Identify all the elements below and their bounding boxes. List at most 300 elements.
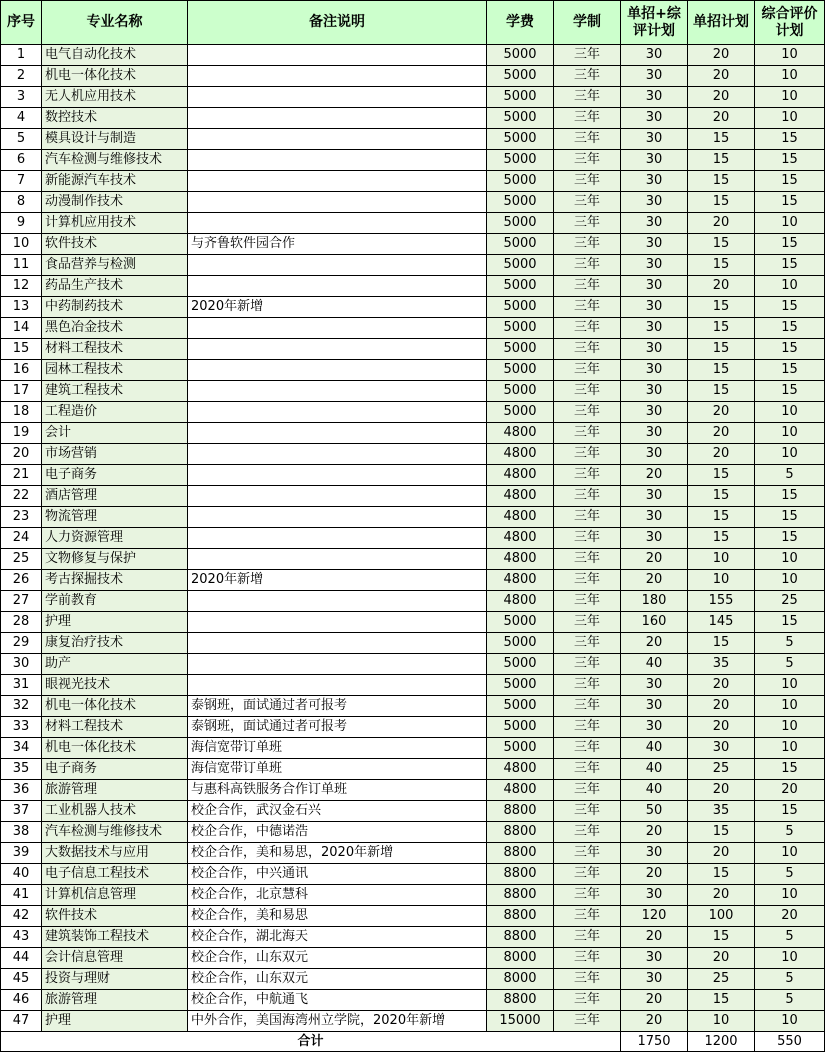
table-row — [1, 339, 825, 360]
cell-single-plan: 20 — [688, 885, 755, 906]
cell-comp-plan: 10 — [755, 549, 825, 570]
cell-years: 三年 — [554, 423, 621, 444]
cell-note — [188, 444, 487, 465]
cell-fee: 5000 — [487, 654, 554, 675]
cell-total-plan: 20 — [621, 990, 688, 1011]
cell-years: 三年 — [554, 759, 621, 780]
cell-total-plan: 30 — [621, 381, 688, 402]
cell-years: 三年 — [554, 738, 621, 759]
cell-total-plan: 160 — [621, 612, 688, 633]
cell-single-plan: 10 — [688, 1011, 755, 1032]
cell-no: 41 — [1, 885, 42, 906]
table-row — [1, 108, 825, 129]
cell-major: 机电一体化技术 — [42, 66, 188, 87]
cell-fee: 8800 — [487, 906, 554, 927]
cell-no: 35 — [1, 759, 42, 780]
cell-major: 酒店管理 — [42, 486, 188, 507]
table-row — [1, 948, 825, 969]
cell-no: 25 — [1, 549, 42, 570]
cell-total-plan: 20 — [621, 570, 688, 591]
cell-years: 三年 — [554, 381, 621, 402]
cell-no: 16 — [1, 360, 42, 381]
cell-total-plan: 30 — [621, 87, 688, 108]
cell-single-plan: 15 — [688, 360, 755, 381]
cell-years: 三年 — [554, 45, 621, 66]
cell-fee: 5000 — [487, 297, 554, 318]
cell-single-plan: 15 — [688, 822, 755, 843]
cell-major: 康复治疗技术 — [42, 633, 188, 654]
cell-comp-plan: 10 — [755, 696, 825, 717]
cell-single-plan: 15 — [688, 234, 755, 255]
cell-major: 旅游管理 — [42, 990, 188, 1011]
cell-total-plan: 30 — [621, 276, 688, 297]
table-row — [1, 633, 825, 654]
cell-single-plan: 20 — [688, 948, 755, 969]
cell-note: 与齐鲁软件园合作 — [188, 234, 487, 255]
cell-fee: 5000 — [487, 360, 554, 381]
totals-comp-plan: 550 — [755, 1032, 825, 1052]
table-row — [1, 549, 825, 570]
cell-no: 13 — [1, 297, 42, 318]
cell-comp-plan: 10 — [755, 276, 825, 297]
cell-note: 2020年新增 — [188, 297, 487, 318]
cell-comp-plan: 25 — [755, 591, 825, 612]
table-row — [1, 486, 825, 507]
cell-note: 校企合作，美和易思，2020年新增 — [188, 843, 487, 864]
table-row — [1, 423, 825, 444]
cell-single-plan: 20 — [688, 276, 755, 297]
cell-fee: 4800 — [487, 423, 554, 444]
table-row — [1, 780, 825, 801]
cell-years: 三年 — [554, 150, 621, 171]
cell-comp-plan: 15 — [755, 297, 825, 318]
cell-years: 三年 — [554, 969, 621, 990]
table-row — [1, 822, 825, 843]
cell-single-plan: 15 — [688, 864, 755, 885]
cell-no: 20 — [1, 444, 42, 465]
cell-total-plan: 120 — [621, 906, 688, 927]
cell-note — [188, 507, 487, 528]
table-row — [1, 969, 825, 990]
cell-years: 三年 — [554, 927, 621, 948]
cell-comp-plan: 20 — [755, 780, 825, 801]
cell-no: 2 — [1, 66, 42, 87]
cell-years: 三年 — [554, 843, 621, 864]
cell-major: 助产 — [42, 654, 188, 675]
cell-total-plan: 20 — [621, 927, 688, 948]
cell-comp-plan: 10 — [755, 444, 825, 465]
cell-total-plan: 30 — [621, 528, 688, 549]
cell-single-plan: 35 — [688, 654, 755, 675]
cell-fee: 5000 — [487, 612, 554, 633]
cell-major: 护理 — [42, 612, 188, 633]
cell-note — [188, 276, 487, 297]
cell-comp-plan: 15 — [755, 234, 825, 255]
cell-single-plan: 10 — [688, 570, 755, 591]
cell-years: 三年 — [554, 717, 621, 738]
cell-note — [188, 192, 487, 213]
cell-fee: 15000 — [487, 1011, 554, 1032]
cell-single-plan: 15 — [688, 990, 755, 1011]
cell-total-plan: 30 — [621, 213, 688, 234]
totals-total-plan: 1750 — [621, 1032, 688, 1052]
cell-major: 旅游管理 — [42, 780, 188, 801]
cell-comp-plan: 10 — [755, 108, 825, 129]
cell-single-plan: 20 — [688, 843, 755, 864]
cell-years: 三年 — [554, 213, 621, 234]
cell-total-plan: 30 — [621, 360, 688, 381]
cell-major: 汽车检测与维修技术 — [42, 150, 188, 171]
table-row — [1, 255, 825, 276]
cell-comp-plan: 15 — [755, 759, 825, 780]
cell-years: 三年 — [554, 444, 621, 465]
cell-single-plan: 15 — [688, 486, 755, 507]
cell-fee: 4800 — [487, 759, 554, 780]
cell-fee: 5000 — [487, 339, 554, 360]
cell-years: 三年 — [554, 591, 621, 612]
cell-single-plan: 15 — [688, 381, 755, 402]
cell-comp-plan: 10 — [755, 87, 825, 108]
cell-note — [188, 108, 487, 129]
cell-years: 三年 — [554, 885, 621, 906]
cell-note — [188, 591, 487, 612]
cell-fee: 5000 — [487, 255, 554, 276]
cell-note — [188, 528, 487, 549]
cell-major: 电气自动化技术 — [42, 45, 188, 66]
cell-single-plan: 20 — [688, 444, 755, 465]
cell-note — [188, 45, 487, 66]
cell-total-plan: 30 — [621, 885, 688, 906]
cell-single-plan: 15 — [688, 129, 755, 150]
cell-total-plan: 40 — [621, 780, 688, 801]
cell-major: 建筑装饰工程技术 — [42, 927, 188, 948]
cell-years: 三年 — [554, 297, 621, 318]
cell-note — [188, 66, 487, 87]
cell-single-plan: 15 — [688, 171, 755, 192]
cell-single-plan: 20 — [688, 780, 755, 801]
cell-fee: 5000 — [487, 129, 554, 150]
cell-no: 44 — [1, 948, 42, 969]
cell-single-plan: 15 — [688, 507, 755, 528]
cell-no: 27 — [1, 591, 42, 612]
cell-single-plan: 25 — [688, 759, 755, 780]
header-fee: 学费 — [487, 1, 554, 45]
table-row — [1, 507, 825, 528]
cell-major: 市场营销 — [42, 444, 188, 465]
table-row — [1, 381, 825, 402]
cell-major: 机电一体化技术 — [42, 738, 188, 759]
table-row — [1, 465, 825, 486]
cell-single-plan: 30 — [688, 738, 755, 759]
cell-years: 三年 — [554, 612, 621, 633]
cell-major: 物流管理 — [42, 507, 188, 528]
cell-single-plan: 20 — [688, 402, 755, 423]
cell-note — [188, 549, 487, 570]
cell-single-plan: 15 — [688, 318, 755, 339]
cell-total-plan: 30 — [621, 234, 688, 255]
header-years: 学制 — [554, 1, 621, 45]
cell-total-plan: 30 — [621, 486, 688, 507]
cell-note: 海信宽带订单班 — [188, 759, 487, 780]
cell-major: 电子信息工程技术 — [42, 864, 188, 885]
cell-comp-plan: 15 — [755, 129, 825, 150]
cell-no: 12 — [1, 276, 42, 297]
cell-no: 45 — [1, 969, 42, 990]
cell-single-plan: 15 — [688, 465, 755, 486]
cell-fee: 4800 — [487, 780, 554, 801]
cell-comp-plan: 5 — [755, 654, 825, 675]
cell-comp-plan: 15 — [755, 318, 825, 339]
cell-total-plan: 30 — [621, 255, 688, 276]
cell-note: 校企合作，中德诺浩 — [188, 822, 487, 843]
cell-note: 校企合作，北京慧科 — [188, 885, 487, 906]
cell-fee: 5000 — [487, 234, 554, 255]
cell-note: 与惠科高铁服务合作订单班 — [188, 780, 487, 801]
cell-no: 5 — [1, 129, 42, 150]
cell-fee: 5000 — [487, 402, 554, 423]
cell-total-plan: 20 — [621, 864, 688, 885]
cell-fee: 4800 — [487, 444, 554, 465]
cell-total-plan: 50 — [621, 801, 688, 822]
cell-years: 三年 — [554, 234, 621, 255]
cell-single-plan: 20 — [688, 213, 755, 234]
table-row — [1, 213, 825, 234]
cell-note — [188, 381, 487, 402]
cell-fee: 5000 — [487, 675, 554, 696]
header-single-plan: 单招计划 — [688, 1, 755, 45]
cell-years: 三年 — [554, 990, 621, 1011]
table-row — [1, 738, 825, 759]
cell-note — [188, 633, 487, 654]
cell-note: 校企合作，山东双元 — [188, 969, 487, 990]
cell-single-plan: 20 — [688, 45, 755, 66]
cell-major: 新能源汽车技术 — [42, 171, 188, 192]
cell-total-plan: 30 — [621, 66, 688, 87]
cell-no: 19 — [1, 423, 42, 444]
cell-years: 三年 — [554, 549, 621, 570]
cell-major: 考古探掘技术 — [42, 570, 188, 591]
cell-no: 40 — [1, 864, 42, 885]
table-row — [1, 318, 825, 339]
cell-fee: 8000 — [487, 948, 554, 969]
cell-comp-plan: 5 — [755, 633, 825, 654]
cell-note: 2020年新增 — [188, 570, 487, 591]
cell-fee: 5000 — [487, 276, 554, 297]
cell-fee: 8800 — [487, 885, 554, 906]
cell-years: 三年 — [554, 507, 621, 528]
cell-major: 药品生产技术 — [42, 276, 188, 297]
cell-major: 数控技术 — [42, 108, 188, 129]
cell-years: 三年 — [554, 402, 621, 423]
cell-total-plan: 30 — [621, 297, 688, 318]
header-note: 备注说明 — [188, 1, 487, 45]
cell-note — [188, 465, 487, 486]
cell-total-plan: 30 — [621, 171, 688, 192]
table-row — [1, 675, 825, 696]
cell-years: 三年 — [554, 486, 621, 507]
cell-major: 人力资源管理 — [42, 528, 188, 549]
cell-total-plan: 30 — [621, 675, 688, 696]
cell-no: 37 — [1, 801, 42, 822]
cell-major: 电子商务 — [42, 759, 188, 780]
cell-no: 28 — [1, 612, 42, 633]
cell-note — [188, 150, 487, 171]
cell-single-plan: 20 — [688, 108, 755, 129]
cell-note — [188, 654, 487, 675]
cell-no: 31 — [1, 675, 42, 696]
cell-major: 眼视光技术 — [42, 675, 188, 696]
cell-no: 6 — [1, 150, 42, 171]
cell-major: 机电一体化技术 — [42, 696, 188, 717]
cell-no: 7 — [1, 171, 42, 192]
table-body — [1, 45, 825, 1032]
cell-major: 建筑工程技术 — [42, 381, 188, 402]
cell-total-plan: 30 — [621, 150, 688, 171]
table-row — [1, 906, 825, 927]
cell-single-plan: 155 — [688, 591, 755, 612]
cell-years: 三年 — [554, 570, 621, 591]
cell-no: 32 — [1, 696, 42, 717]
cell-comp-plan: 5 — [755, 969, 825, 990]
cell-fee: 5000 — [487, 738, 554, 759]
table-row — [1, 843, 825, 864]
cell-fee: 5000 — [487, 45, 554, 66]
cell-comp-plan: 15 — [755, 381, 825, 402]
cell-years: 三年 — [554, 948, 621, 969]
cell-major: 学前教育 — [42, 591, 188, 612]
cell-fee: 5000 — [487, 87, 554, 108]
cell-note: 泰钢班，面试通过者可报考 — [188, 696, 487, 717]
cell-no: 17 — [1, 381, 42, 402]
cell-no: 34 — [1, 738, 42, 759]
cell-no: 15 — [1, 339, 42, 360]
table-row — [1, 927, 825, 948]
cell-no: 18 — [1, 402, 42, 423]
cell-total-plan: 30 — [621, 45, 688, 66]
cell-single-plan: 145 — [688, 612, 755, 633]
cell-total-plan: 30 — [621, 696, 688, 717]
cell-total-plan: 30 — [621, 843, 688, 864]
table-row — [1, 696, 825, 717]
cell-single-plan: 10 — [688, 549, 755, 570]
cell-major: 电子商务 — [42, 465, 188, 486]
cell-comp-plan: 10 — [755, 843, 825, 864]
cell-major: 大数据技术与应用 — [42, 843, 188, 864]
cell-single-plan: 15 — [688, 927, 755, 948]
cell-years: 三年 — [554, 339, 621, 360]
cell-years: 三年 — [554, 822, 621, 843]
cell-major: 材料工程技术 — [42, 339, 188, 360]
cell-years: 三年 — [554, 276, 621, 297]
cell-no: 29 — [1, 633, 42, 654]
cell-comp-plan: 15 — [755, 339, 825, 360]
cell-years: 三年 — [554, 108, 621, 129]
header-row — [1, 1, 825, 45]
cell-major: 软件技术 — [42, 906, 188, 927]
cell-fee: 4800 — [487, 570, 554, 591]
totals-label: 合计 — [1, 1032, 621, 1052]
cell-comp-plan: 10 — [755, 675, 825, 696]
header-no: 序号 — [1, 1, 42, 45]
cell-total-plan: 30 — [621, 318, 688, 339]
cell-total-plan: 20 — [621, 549, 688, 570]
table-row — [1, 87, 825, 108]
cell-major: 无人机应用技术 — [42, 87, 188, 108]
cell-single-plan: 25 — [688, 969, 755, 990]
cell-single-plan: 20 — [688, 423, 755, 444]
cell-total-plan: 30 — [621, 948, 688, 969]
cell-comp-plan: 10 — [755, 1011, 825, 1032]
cell-comp-plan: 5 — [755, 927, 825, 948]
cell-no: 9 — [1, 213, 42, 234]
cell-total-plan: 30 — [621, 339, 688, 360]
table-row — [1, 297, 825, 318]
cell-note — [188, 612, 487, 633]
table-row — [1, 864, 825, 885]
cell-total-plan: 40 — [621, 738, 688, 759]
cell-no: 33 — [1, 717, 42, 738]
cell-note: 海信宽带订单班 — [188, 738, 487, 759]
cell-note — [188, 255, 487, 276]
cell-total-plan: 30 — [621, 129, 688, 150]
cell-fee: 5000 — [487, 318, 554, 339]
cell-note — [188, 171, 487, 192]
cell-years: 三年 — [554, 780, 621, 801]
cell-major: 工业机器人技术 — [42, 801, 188, 822]
cell-years: 三年 — [554, 87, 621, 108]
cell-years: 三年 — [554, 255, 621, 276]
cell-no: 3 — [1, 87, 42, 108]
header-major: 专业名称 — [42, 1, 188, 45]
cell-major: 模具设计与制造 — [42, 129, 188, 150]
cell-fee: 8800 — [487, 864, 554, 885]
table-row — [1, 444, 825, 465]
cell-major: 投资与理财 — [42, 969, 188, 990]
cell-comp-plan: 15 — [755, 255, 825, 276]
cell-fee: 5000 — [487, 696, 554, 717]
cell-single-plan: 15 — [688, 339, 755, 360]
cell-total-plan: 20 — [621, 465, 688, 486]
cell-major: 软件技术 — [42, 234, 188, 255]
cell-note — [188, 318, 487, 339]
cell-note: 校企合作，山东双元 — [188, 948, 487, 969]
table-row — [1, 801, 825, 822]
cell-comp-plan: 5 — [755, 822, 825, 843]
cell-note: 中外合作，美国海湾州立学院，2020年新增 — [188, 1011, 487, 1032]
cell-comp-plan: 10 — [755, 885, 825, 906]
cell-comp-plan: 15 — [755, 801, 825, 822]
cell-no: 14 — [1, 318, 42, 339]
cell-no: 46 — [1, 990, 42, 1011]
cell-no: 42 — [1, 906, 42, 927]
cell-no: 4 — [1, 108, 42, 129]
cell-comp-plan: 10 — [755, 717, 825, 738]
cell-comp-plan: 15 — [755, 486, 825, 507]
cell-total-plan: 30 — [621, 507, 688, 528]
cell-major: 园林工程技术 — [42, 360, 188, 381]
cell-note — [188, 213, 487, 234]
cell-major: 食品营养与检测 — [42, 255, 188, 276]
cell-no: 1 — [1, 45, 42, 66]
cell-comp-plan: 5 — [755, 465, 825, 486]
cell-fee: 8800 — [487, 822, 554, 843]
cell-total-plan: 30 — [621, 423, 688, 444]
cell-years: 三年 — [554, 633, 621, 654]
cell-years: 三年 — [554, 360, 621, 381]
cell-major: 材料工程技术 — [42, 717, 188, 738]
cell-note: 泰钢班，面试通过者可报考 — [188, 717, 487, 738]
cell-total-plan: 30 — [621, 444, 688, 465]
